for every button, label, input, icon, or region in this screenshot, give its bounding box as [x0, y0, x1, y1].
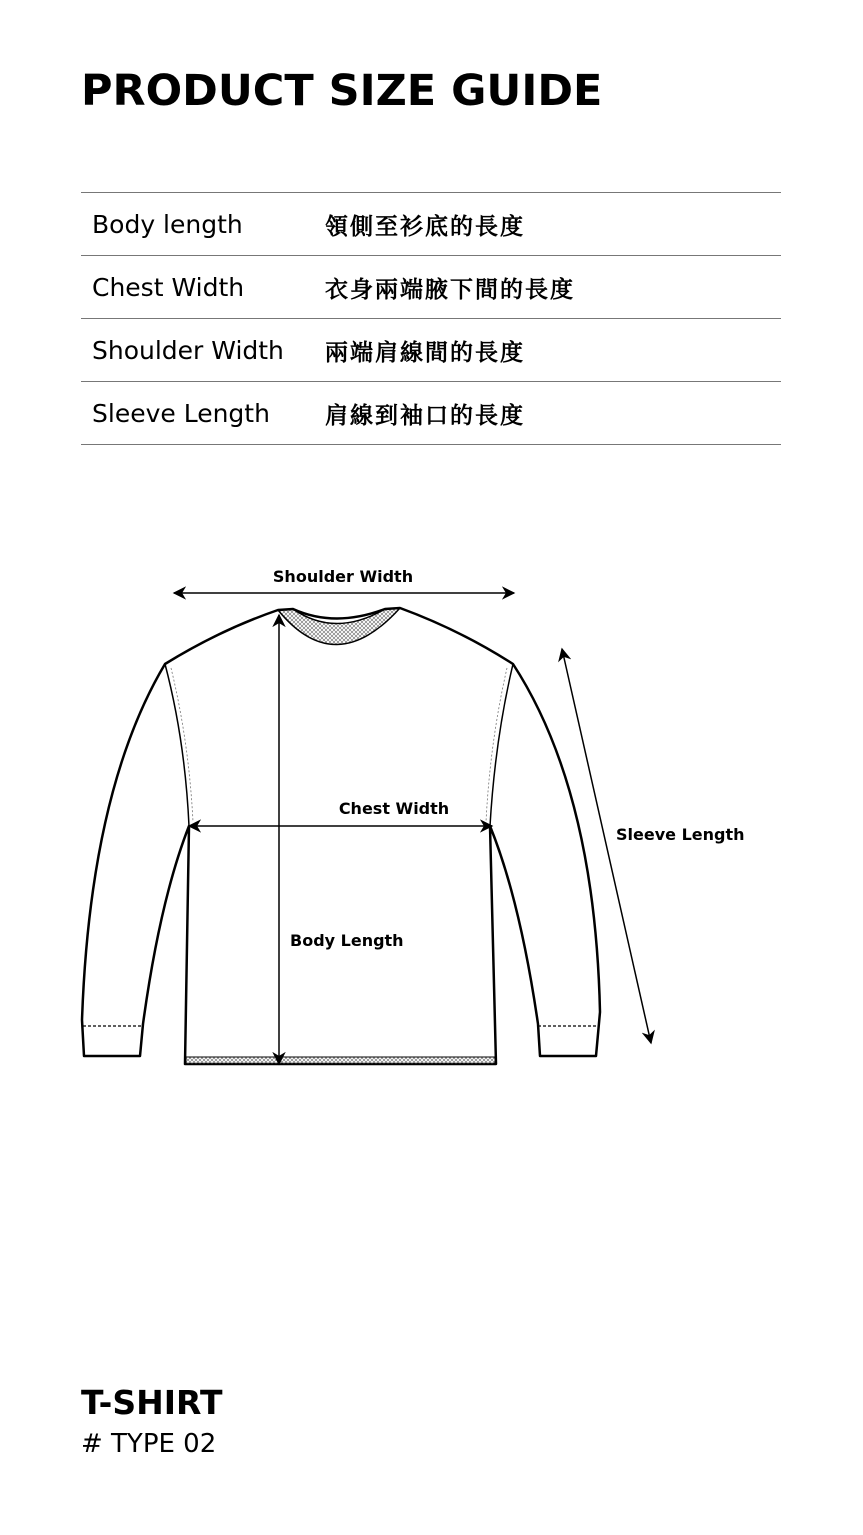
page-title: PRODUCT SIZE GUIDE — [81, 66, 603, 116]
label-chest-width: Chest Width — [338, 799, 450, 818]
armhole-seam-left — [165, 664, 189, 826]
table-row-chest-width — [81, 256, 781, 319]
product-type: # TYPE 02 — [81, 1429, 217, 1459]
definition-chest-width: 衣身兩端腋下間的長度 — [325, 276, 575, 303]
term-shoulder-width: Shoulder Width — [92, 335, 284, 365]
definition-sleeve-length: 肩線到袖口的長度 — [325, 402, 525, 429]
collar-rib — [278, 608, 400, 645]
hem-band — [186, 1057, 495, 1064]
shirt-body-outline — [82, 608, 600, 1064]
label-body-length: Body Length — [290, 931, 404, 950]
tshirt-measurement-diagram — [0, 540, 863, 1100]
label-shoulder-width: Shoulder Width — [272, 567, 414, 586]
term-sleeve-length: Sleeve Length — [92, 398, 270, 428]
term-chest-width: Chest Width — [92, 272, 245, 302]
label-sleeve-length: Sleeve Length — [616, 825, 745, 844]
table-row-shoulder-width — [81, 319, 781, 382]
table-row-sleeve-length — [81, 382, 781, 445]
size-definition-table — [81, 192, 781, 445]
sleeve-length-arrow — [562, 649, 651, 1043]
table-row-body-length — [81, 193, 781, 256]
armhole-seam-right — [490, 664, 513, 826]
product-name: T-SHIRT — [81, 1383, 223, 1422]
definition-body-length: 領側至衫底的長度 — [325, 213, 525, 240]
term-body-length: Body length — [92, 209, 243, 239]
definition-shoulder-width: 兩端肩線間的長度 — [325, 339, 525, 366]
tshirt-outline — [82, 608, 600, 1064]
